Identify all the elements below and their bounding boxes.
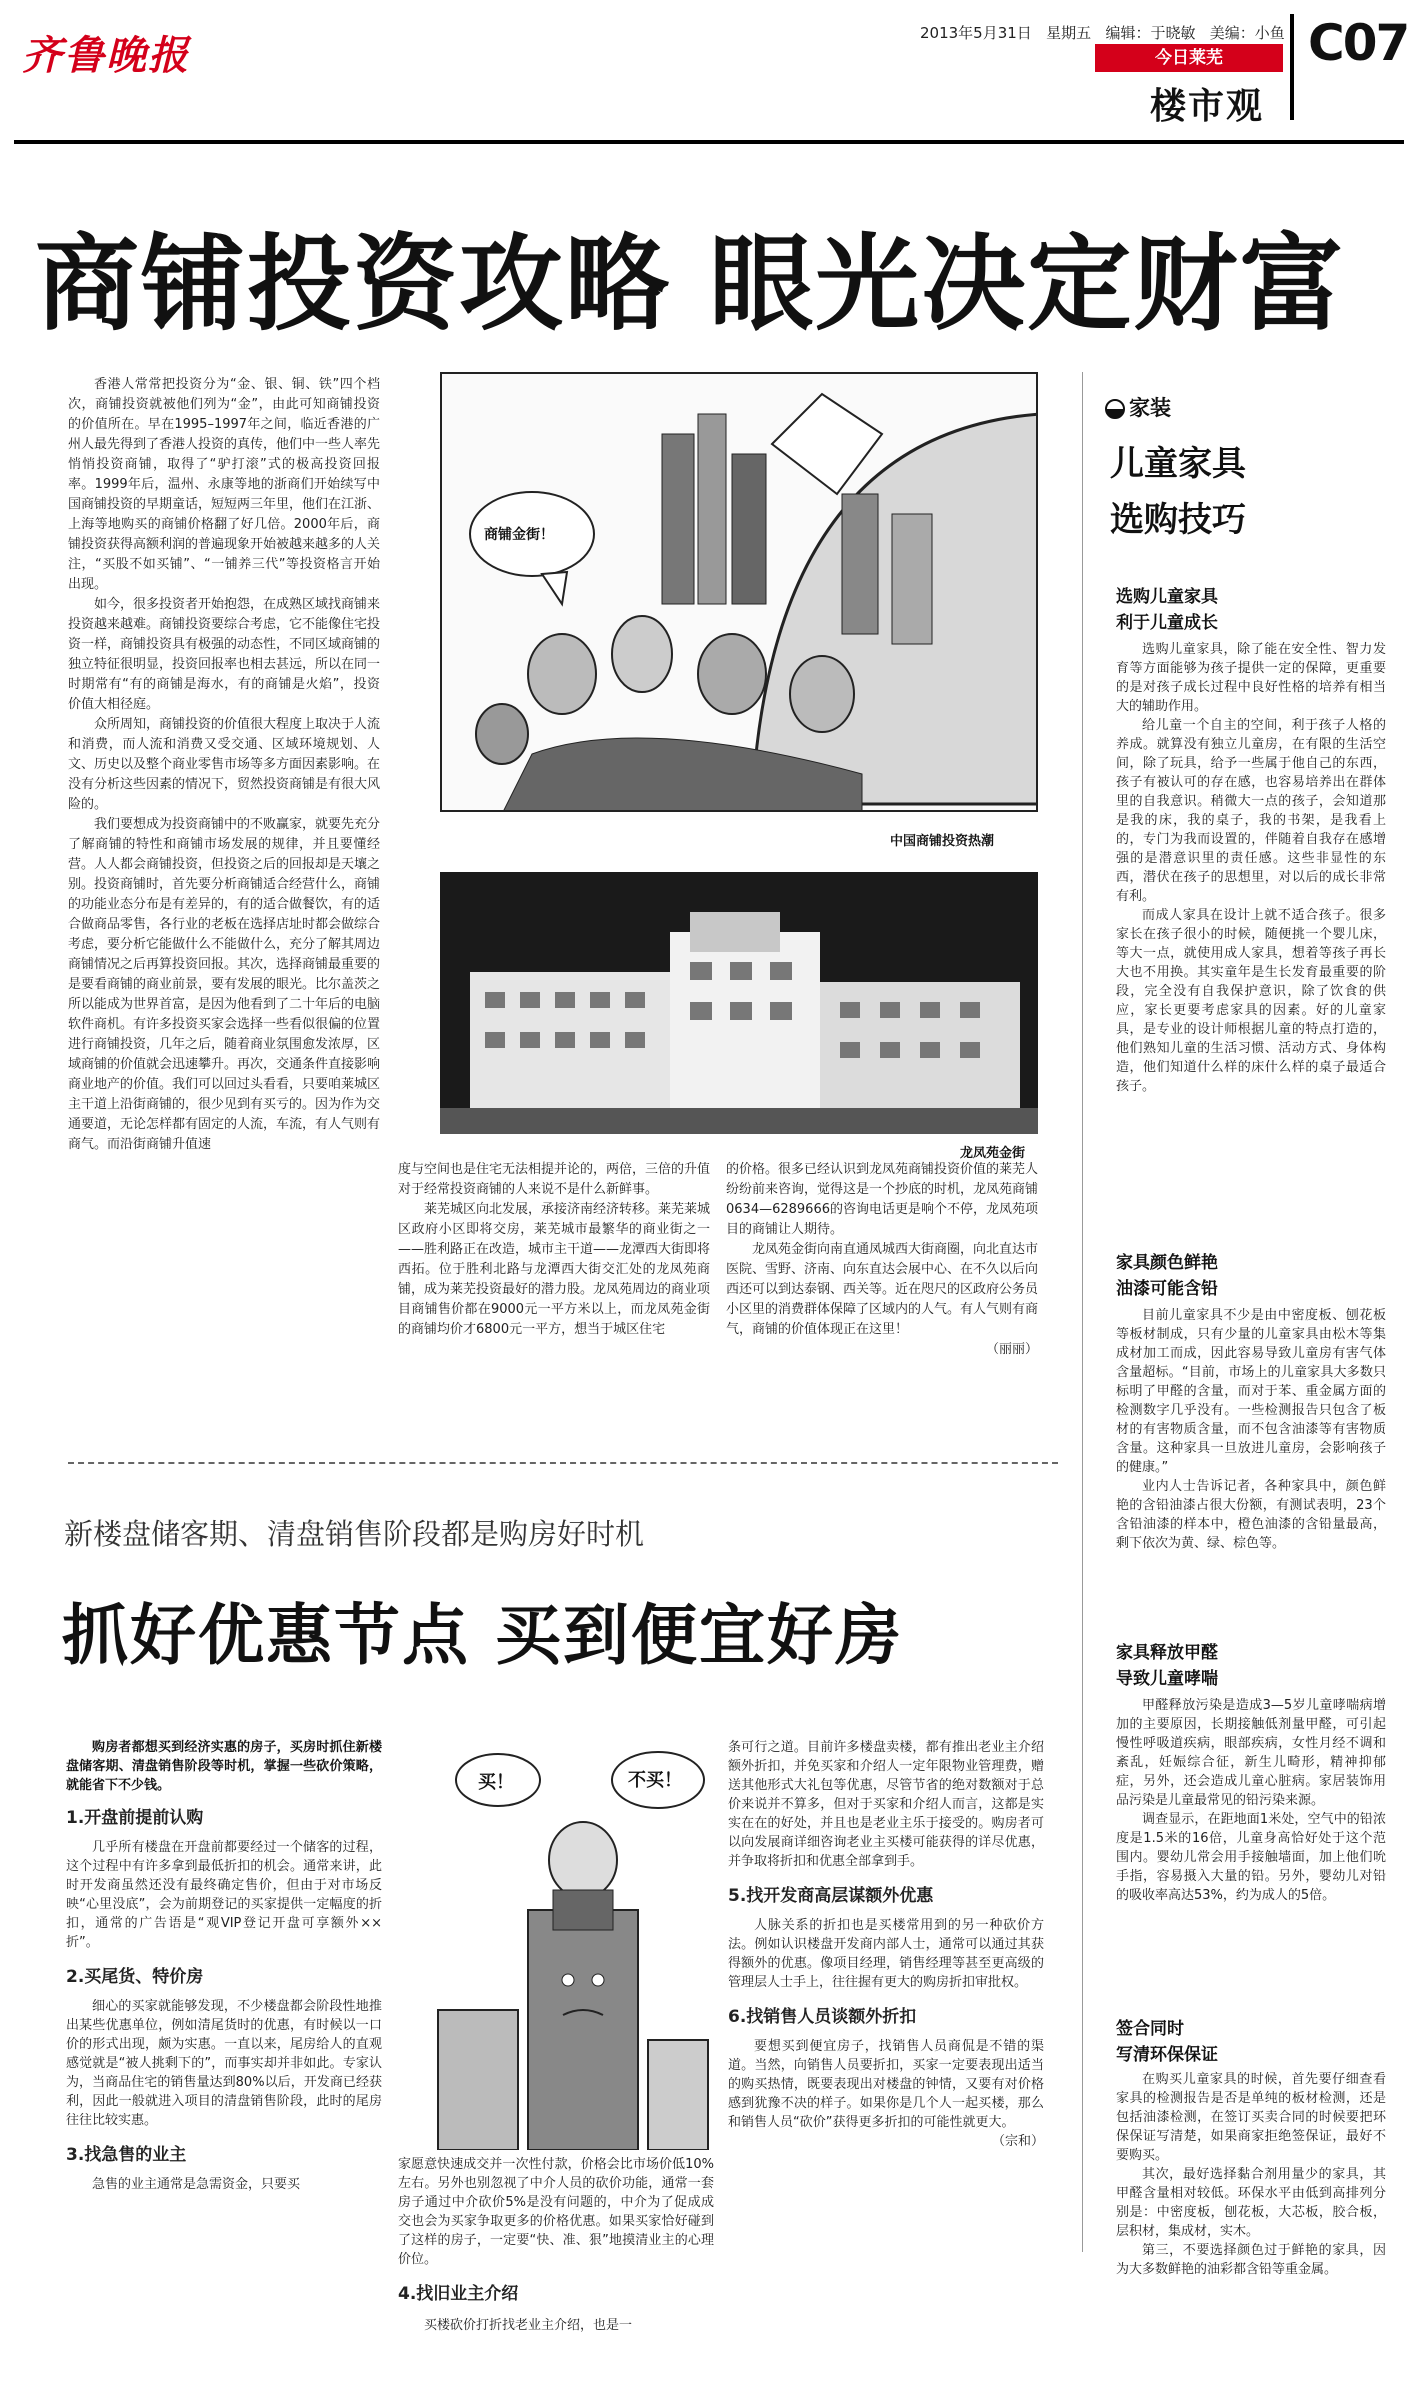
sidebar-paragraph: 目前儿童家具不少是由中密度板、刨花板等板材制成，只有少量的儿童家具由松木等集成材加工而成，因此容易导致儿童房有害气体含量超标。“目前，市场上的儿童家具大多数只标明了甲醛的含量，而对于苯、重金属方面的检测数字几乎没有。一些检测报告只包含了板材的有害物质含量，而不包含油漆等有害物质含量。这种家具一旦放进儿童房，会影响孩子的健康。”	[1116, 1308, 1386, 1475]
sidebar-body-1	[1116, 640, 1386, 1210]
editor-credit: 编辑：于晓敏	[1105, 24, 1196, 42]
caption-cartoon: 中国商铺投资热潮	[890, 834, 995, 849]
article1-column-3	[726, 1160, 1038, 1445]
article2-heading-5: 5.找开发商高层谋额外优惠	[728, 1886, 934, 1906]
sidebar-subhead-4b: 写清环保保证	[1116, 2045, 1218, 2065]
article1-paragraph: 莱芜城区向北发展，承接济南经济转移。莱芜莱城区政府小区即将交房，莱芜城市最繁华的商业街之一——胜利路正在改造，城市主干道——龙潭西大街即将西拓。位于胜利北路与龙潭西大街交汇处的龙凤苑商铺，成为莱芜投资最好的潜力股。龙凤苑周边的商业项目商铺售价都在9000元一平方米以上，而龙凤苑金街的商铺均价才6800元一平方，想当于城区住宅	[398, 1202, 710, 1337]
article1-paragraph: 龙凤苑金街向南直通凤城西大街商圈，向北直达市医院、雪野、济南、向东直达会展中心、在不久以后向西还可以到达泰钢、西关等。近在咫尺的区政府公务员小区里的消费群体保障了区域内的人气。有人气则有商气，商铺的价值体现正在这里！	[726, 1242, 1038, 1337]
sidebar-subhead-3	[1116, 1640, 1218, 1692]
designer-credit: 美编：小鱼	[1209, 24, 1285, 42]
sidebar-tag-icon	[1105, 399, 1125, 419]
sidebar-paragraph: 其次，最好选择黏合剂用量少的家具，其甲醛含量相对较低。环保水平由低到高排列分别是：中密度板，刨花板，大芯板，胶合板，层积材，集成材，实木。	[1116, 2167, 1386, 2239]
cartoon-drawing	[442, 374, 1038, 812]
article1-paragraph: 香港人常常把投资分为“金、银、铜、铁”四个档次，商铺投资就被他们列为“金”，由此可知商铺投资的价值所在。早在1995–1997年之间，临近香港的广州人最先得到了香港人投资的真传，他们中一些人率先悄悄投资商铺，取得了“驴打滚”式的极高投资回报率。1999年后，温州、永康等地的浙商们开始续写中国商铺投资的早期童话，短短两三年里，他们在江浙、上海等地购买的商铺价格翻了好几倍。2000年后，商铺投资获得高额利润的普遍现象开始被越来越多的人关注，“买股不如买铺”、“一铺养三代”等投资格言开始出现。	[68, 377, 380, 592]
article2-heading-6: 6.找销售人员谈额外折扣	[728, 2007, 917, 2027]
sidebar-paragraph: 调查显示，在距地面1米处，空气中的铅浓度是1.5米的16倍，儿童身高恰好处于这个范围内。婴幼儿常会用手接触墙面，加上他们吮手指，容易摄入大量的铅。另外，婴幼儿对铅的吸收率高达53%，约为成人的5倍。	[1116, 1812, 1386, 1903]
article2-column-3	[728, 1738, 1044, 2378]
caption-photo: 龙凤苑金街	[960, 1146, 1026, 1161]
article2-heading-4: 4.找旧业主介绍	[398, 2284, 519, 2304]
article2-heading-1: 1.开盘前提前认购	[66, 1808, 204, 1828]
header-divider	[1290, 14, 1294, 120]
sidebar-paragraph: 在购买儿童家具的时候，首先要仔细查看家具的检测报告是否是单纯的板材检测，还是包括油漆检测，在签订买卖合同的时候要把环保保证写清楚，如果商家拒绝签保证，最好不要购买。	[1116, 2072, 1386, 2163]
sidebar-title-line2: 选购技巧	[1110, 500, 1246, 540]
longfengyuan-photo	[440, 872, 1038, 1134]
article1-paragraph: 的价格。很多已经认识到龙凤苑商铺投资价值的莱芜人纷纷前来咨询，觉得这是一个抄底的时机，龙凤苑商铺0634—6289666的咨询电话更是响个不停，龙凤苑项目的商铺让人期待。	[726, 1162, 1038, 1237]
article2-heading-3: 3.找急售的业主	[66, 2145, 187, 2165]
sidebar-body-3	[1116, 1696, 1386, 2016]
sidebar-subhead-4a: 签合同时	[1116, 2019, 1184, 2039]
section-badge: 今日莱芜	[1095, 44, 1283, 72]
article2-paragraph: 家愿意快速成交并一次性付款，价格会比市场价低10%左右。另外也别忽视了中介人员的砍价功能，通常一套房子通过中介砍价5%是没有问题的，中介为了促成成交也会为买家争取更多的价格优惠。如果买家恰好碰到了这样的房子，一定要“快、准、狠”地摸清业主的心理价位。	[398, 2157, 714, 2267]
sidebar-subhead-2b: 油漆可能含铅	[1116, 1279, 1218, 1299]
article2-paragraph: 几乎所有楼盘在开盘前都要经过一个储客的过程，这个过程中有许多拿到最低折扣的机会。通常来讲，此时开发商虽然还没有最终确定售价，但由于对市场反映“心里没底”，会为前期登记的买家提供一定幅度的折扣，通常的广告语是“观VIP登记开盘可享额外×× 折”。	[66, 1840, 382, 1950]
sidebar-body-4	[1116, 2070, 1386, 2365]
article2-signature: （宗和）	[991, 2134, 1044, 2149]
article1-signature: （丽丽）	[985, 1342, 1038, 1357]
sidebar-divider	[1082, 372, 1083, 2252]
investment-cartoon-image	[440, 372, 1038, 812]
sidebar-title-line1: 儿童家具	[1110, 444, 1246, 484]
sidebar-paragraph: 选购儿童家具，除了能在安全性、智力发育等方面能够为孩子提供一定的保障，更重要的是对孩子成长过程中良好性格的培养有相当大的辅助作用。	[1116, 642, 1386, 714]
buy-or-not-cartoon	[398, 1740, 720, 2150]
article1-paragraph: 我们要想成为投资商铺中的不败赢家，就要先充分了解商铺的特性和商铺市场发展的规律，并且要懂经营。人人都会商铺投资，但投资之后的回报却是天壤之别。投资商铺时，首先要分析商铺适合经营什么，商铺的功能业态分布是有差异的，有的适合做餐饮，有的适合做商品零售，各行业的老板在选择店址时都会做综合考虑，要分析它能做什么不能做什么，充分了解其周边商铺情况之后再算投资回报。其次，选择商铺最重要的是要看商铺的商业前景，要有发展的眼光。比尔盖茨之所以能成为世界首富，是因为他看到了二十年后的电脑软件商机。有许多投资买家会选择一些看似很偏的位置进行商铺投资，几年之后，随着商业氛围愈发浓厚，区域商铺的价值就会迅速攀升。再次，交通条件直接影响商业地产的价值。我们可以回过头看看，只要咱莱城区主干道上沿街商铺的，很少见到有买亏的。因为作为交通要道，无论怎样都有固定的人流，车流，有人气则有商气。而沿街商铺升值速	[68, 817, 380, 1152]
page-number: C07	[1308, 14, 1409, 72]
sidebar-subhead-1b: 利于儿童成长	[1116, 613, 1218, 633]
issue-date: 2013年5月31日	[920, 24, 1032, 42]
article2-heading-2: 2.买尾货、特价房	[66, 1967, 204, 1987]
article1-paragraph: 度与空间也是住宅无法相提并论的，两倍，三倍的升值对于经常投资商铺的人来说不是什么新鲜事。	[398, 1162, 710, 1197]
cartoon-bubble-text: 商铺金街！	[484, 527, 554, 543]
article2-headline: 抓好优惠节点 买到便宜好房	[62, 1597, 903, 1674]
article2-paragraph: 条可行之道。目前许多楼盘卖楼，都有推出老业主介绍额外折扣，并免买家和介绍人一定年限物业管理费，赠送其他形式大礼包等优惠，尽管节省的绝对数额对于总价来说并不算多，但对于买家和介绍人而言，这都是实实在在的好处，并且也是老业主乐于接受的。购房者可以向发展商详细咨询老业主买楼可能获得的详尽优惠，并争取将折扣和优惠全部拿到手。	[728, 1740, 1044, 1869]
sidebar-subhead-2	[1116, 1250, 1218, 1302]
masthead-logo: 齐鲁晚报	[22, 32, 190, 79]
section-title: 楼市观	[1150, 86, 1265, 127]
article1-column-2	[398, 1160, 710, 1445]
article1-headline: 商铺投资攻略 眼光决定财富	[35, 223, 1346, 345]
sidebar-tag-label: 家装	[1129, 396, 1171, 420]
sidebar-paragraph: 第三，不要选择颜色过于鲜艳的家具，因为大多数鲜艳的油彩都含铅等重金属。	[1116, 2243, 1386, 2277]
article2-lead: 购房者都想买到经济实惠的房子，买房时抓住新楼盘储客期、清盘销售阶段等时机，掌握一些砍价策略，就能省下不少钱。	[66, 1740, 382, 1793]
article2-paragraph: 要想买到便宜房子，找销售人员商侃是不错的渠道。当然，向销售人员要折扣，买家一定要表现出适当的购买热情，既要表现出对楼盘的钟情，又要有对价格感到犹豫不决的样子。如果你是几个人一起买楼，那么和销售人员“砍价”获得更多折扣的可能性就更大。	[728, 2039, 1044, 2130]
article1-paragraph: 众所周知，商铺投资的价值很大程度上取决于人流和消费，而人流和消费又受交通、区域环境规划、人文、历史以及整个商业零售市场等多方面因素影响。在没有分析这些因素的情况下，贸然投资商铺是有很大风险的。	[68, 717, 380, 812]
issue-info	[920, 22, 1285, 43]
sidebar-paragraph: 而成人家具在设计上就不适合孩子。很多家长在孩子很小的时候，随便挑一个婴儿床，等大一点，就使用成人家具，想着等孩子再长大也不用换。其实童年是生长发育最重要的阶段，完全没有自我保护意识，除了饮食的供应，家长更要考虑家具的因素。好的儿童家具，是专业的设计师根据儿童的特点打造的，他们熟知儿童的生活习惯、活动方式、身体构造，他们知道什么样的床什么样的桌子最适合孩子。	[1116, 908, 1386, 1094]
article2-paragraph: 买楼砍价打折找老业主介绍，也是一	[424, 2318, 633, 2333]
article2-paragraph: 急售的业主通常是急需资金，只要买	[92, 2177, 301, 2192]
cartoon-bubble-nobuy: 不买！	[628, 1770, 682, 1791]
sidebar-paragraph: 业内人士告诉记者，各种家具中，颜色鲜艳的含铅油漆占很大份额，有测试表明，23个含铅油漆的样本中，橙色油漆的含铅量最高，剩下依次为黄、绿、棕色等。	[1116, 1479, 1386, 1551]
article2-paragraph: 人脉关系的折扣也是买楼常用到的另一种砍价方法。例如认识楼盘开发商内部人士，通常可以通过其获得额外的优惠。像项目经理，销售经理等甚至更高级的管理层人士手上，往往握有更大的购房折扣审批权。	[728, 1918, 1044, 1990]
cartoon-drawing-2	[398, 1740, 720, 2150]
sidebar-subhead-2a: 家具颜色鲜艳	[1116, 1253, 1218, 1273]
article1-paragraph: 如今，很多投资者开始抱怨，在成熟区域找商铺来投资越来越难。商铺投资要综合考虑，它不能像住宅投资一样，商铺投资具有极强的动态性，不同区域商铺的独立特征很明显，投资回报率也相去甚远，所以在同一时期常有“有的商铺是海水，有的商铺是火焰”，投资价值大相径庭。	[68, 597, 380, 712]
issue-weekday: 星期五	[1046, 24, 1092, 42]
sidebar-subhead-1a: 选购儿童家具	[1116, 587, 1218, 607]
sidebar-paragraph: 甲醛释放污染是造成3—5岁儿童哮喘病增加的主要原因，长期接触低剂量甲醛，可引起慢性呼吸道疾病，眼部疾病，女性月经不调和紊乱，妊娠综合征，新生儿畸形，精神抑郁症，另外，还会造成儿童心脏病。家居装饰用品污染是儿童最常见的铅污染来源。	[1116, 1698, 1386, 1808]
sidebar-paragraph: 给儿童一个自主的空间，利于孩子人格的养成。就算没有独立儿童房，在有限的生活空间，除了玩具，给予一些属于他自己的东西，孩子有被认可的存在感，也容易培养出在群体里的自我意识。稍微大一点的孩子，会知道那是我的床，我的桌子，我的书架，是我看上的，专门为我而设置的，伴随着自我存在感增强的是潜意识里的责任感。这些非显性的东西，潜伏在孩子的思想里，对以后的成长非常有利。	[1116, 718, 1386, 904]
header-rule	[14, 140, 1404, 144]
article2-column-1	[66, 1738, 382, 2378]
sidebar-subhead-3b: 导致儿童哮喘	[1116, 1669, 1218, 1689]
cartoon-bubble-buy: 买！	[478, 1772, 514, 1793]
article2-kicker: 新楼盘储客期、清盘销售阶段都是购房好时机	[64, 1517, 645, 1551]
sidebar-subhead-3a: 家具释放甲醛	[1116, 1643, 1218, 1663]
article1-column-1	[68, 375, 380, 1445]
sidebar-tag	[1105, 392, 1171, 422]
article2-column-2	[398, 2155, 714, 2379]
sidebar-subhead-1	[1116, 584, 1218, 636]
street-photo-drawing	[440, 872, 1038, 1134]
sidebar-subhead-4	[1116, 2016, 1218, 2068]
article2-paragraph: 细心的买家就能够发现，不少楼盘都会阶段性地推出某些优惠单位，例如清尾货时的优惠，有时候以一口价的形式出现，颇为实惠。一直以来，尾房给人的直观感觉就是“被人挑剩下的”，而事实却并非如此。专家认为，当商品住宅的销售量达到80%以后，开发商已经获利，因此一般就进入项目的清盘销售阶段，此时的尾房往往比较实惠。	[66, 1999, 382, 2128]
section-separator	[68, 1462, 1058, 1464]
sidebar-body-2	[1116, 1306, 1386, 1631]
